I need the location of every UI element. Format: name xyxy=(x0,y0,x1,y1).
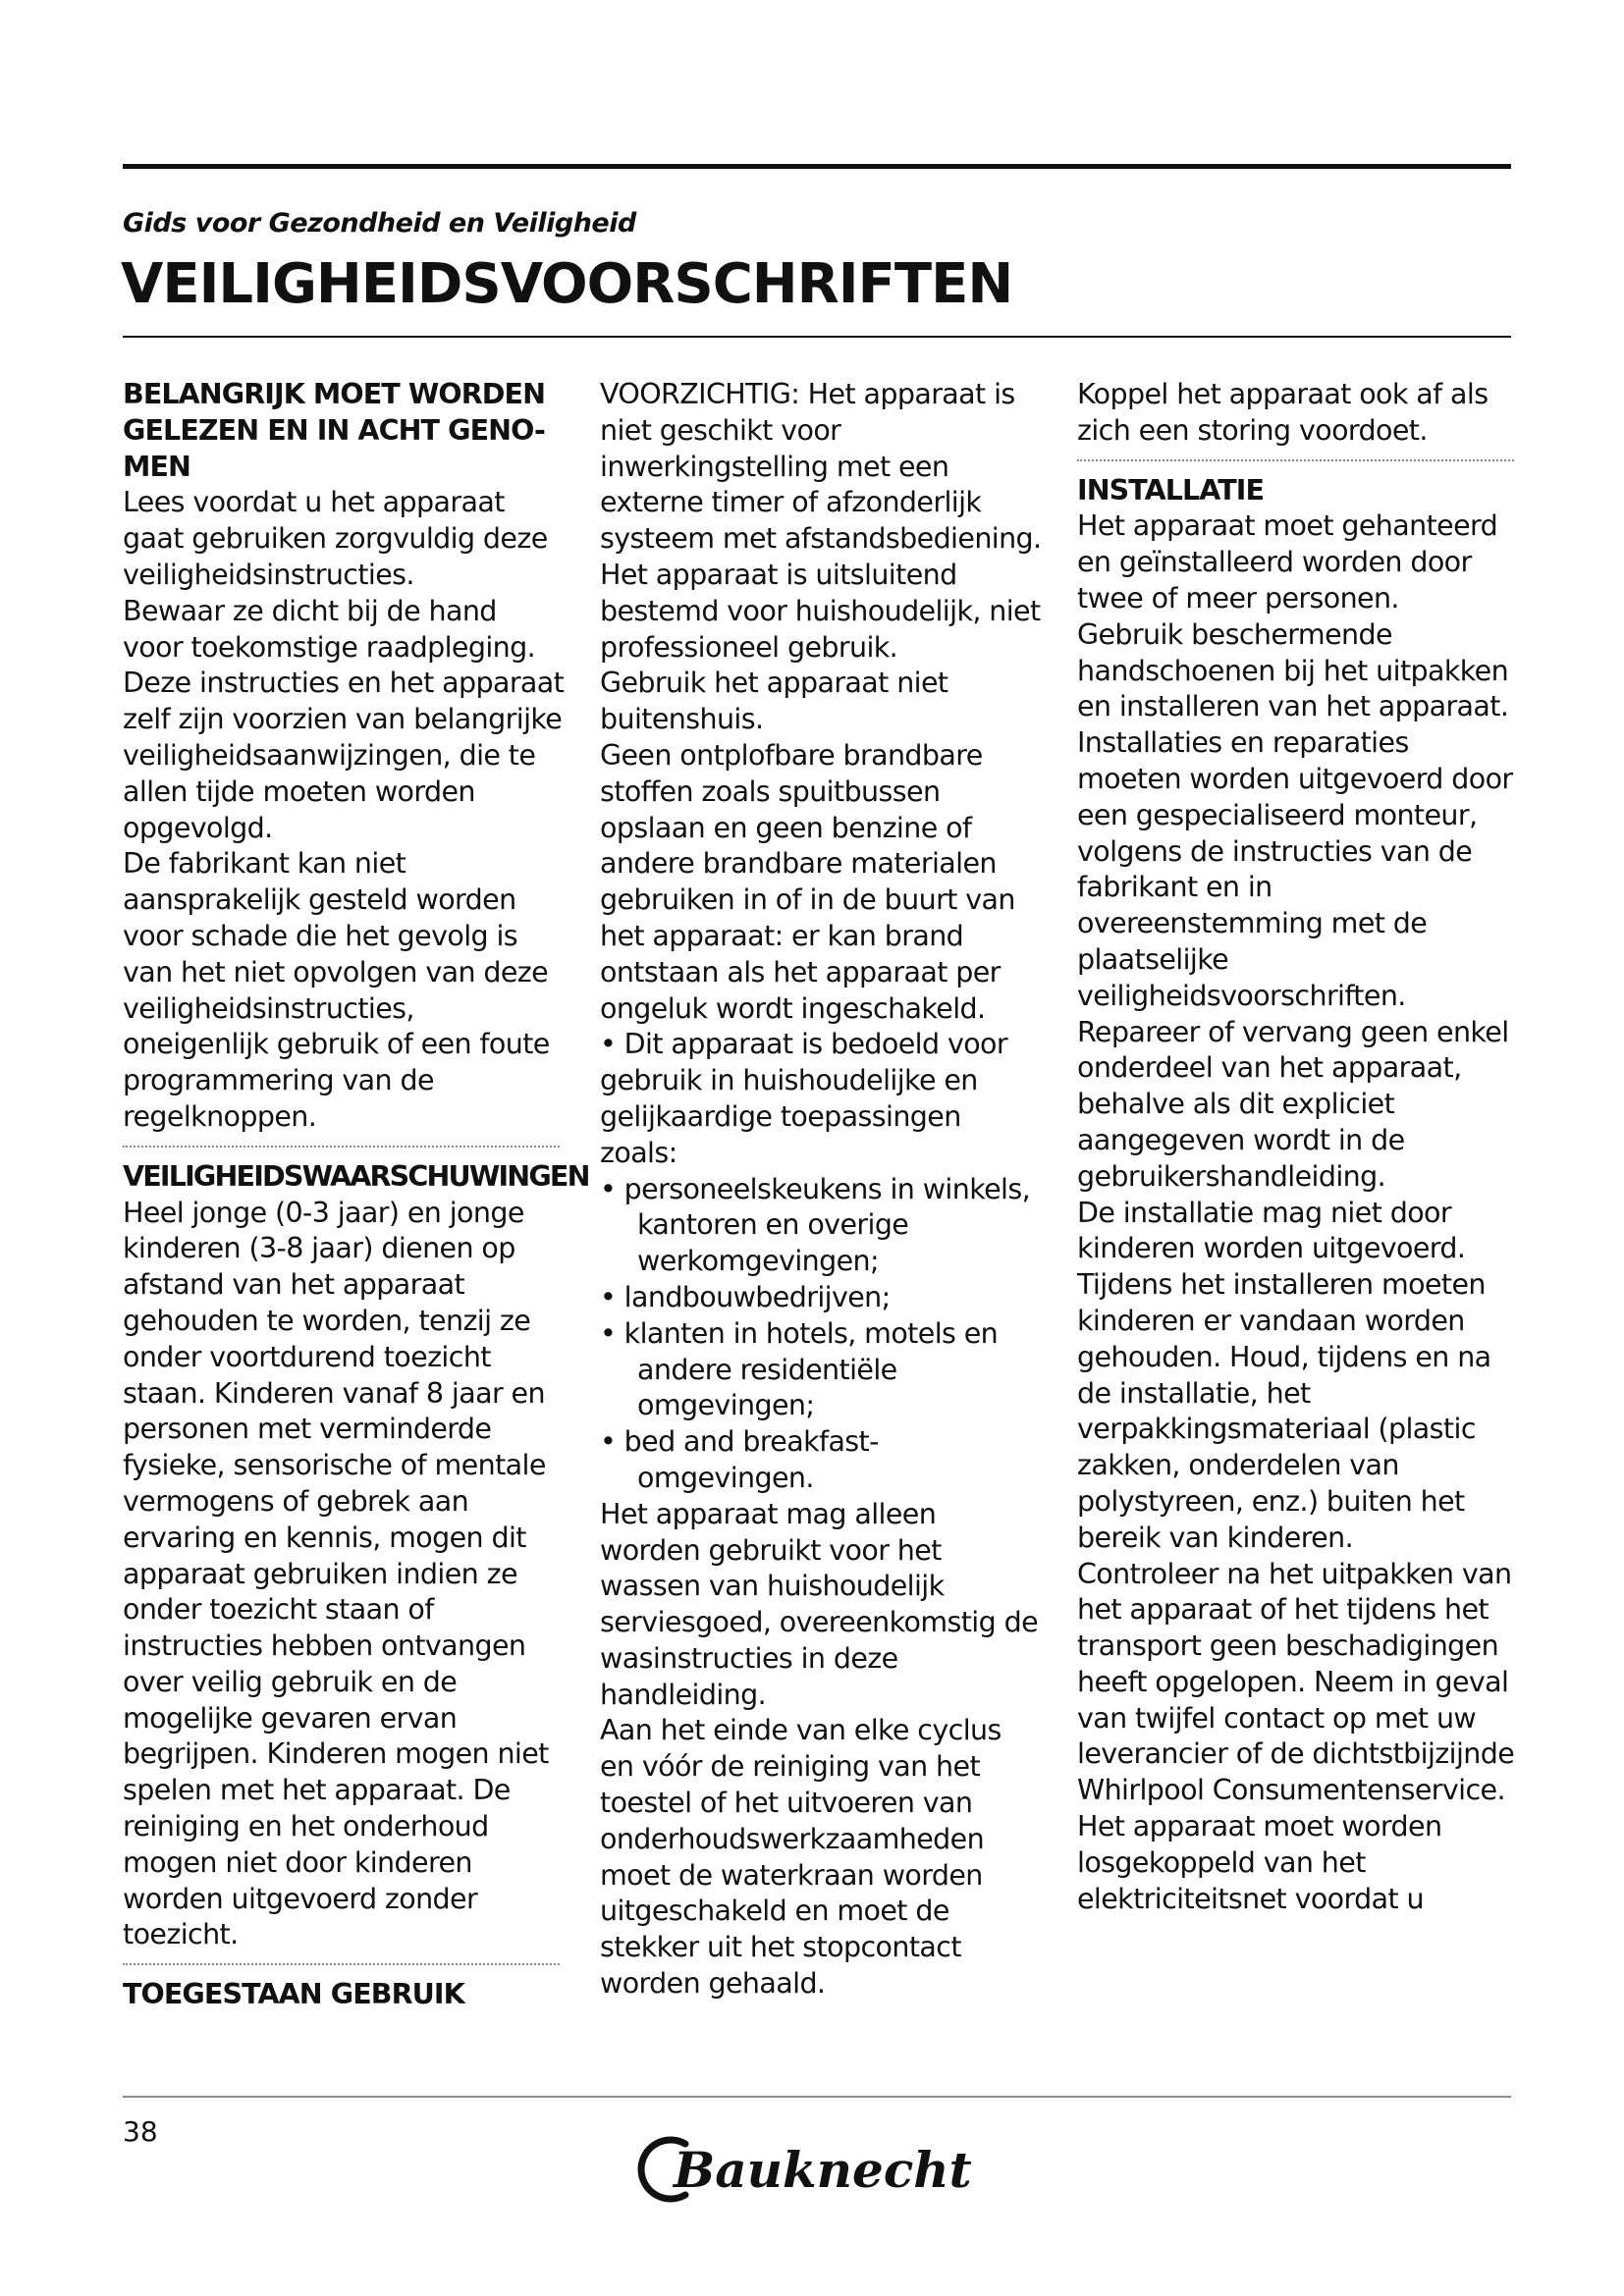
heading-veiligheidswaarschuwingen: VEILIGHEIDSWAARSCHUWINGEN xyxy=(123,1159,589,1193)
paragraph: VOORZICHTIG: Het apparaat is niet geschikt voor inwerkingstelling met een externe timer of afzonderlijk systeem met afstandsbediening. xyxy=(600,378,1042,556)
paragraph: Koppel het apparaat ook af als zich een storing voordoet. xyxy=(1077,378,1489,447)
paragraph: Controleer na het uitpakken van het apparaat of het tijdens het transport geen beschadigingen heeft opgelopen. Neem in geval van twijfel contact op met uw leverancier of de dichtstbijzijnde Whirlpool Consumentenservice. xyxy=(1077,1557,1515,1807)
column-1 xyxy=(123,377,589,2013)
bullet-item: • personeelskeukens in winkels, kantoren en overige werkomgevingen; xyxy=(600,1172,1031,1278)
paragraph: Gebruik het apparaat niet buitenshuis. xyxy=(600,667,948,736)
paragraph: Heel jonge (0-3 jaar) en jonge kinderen (3-8 jaar) dienen op afstand van het apparaat gehouden te worden, tenzij ze onder voortdurend toezicht staan. Kinderen vanaf 8 jaar en personen met verminderde fysieke, sensorische of mentale vermogens of gebrek aan ervaring en kennis, mogen dit apparaat gebruiken indien ze onder toezicht staan of instructies hebben ontvangen over veilig gebruik en de mogelijke gevaren ervan begrijpen. Kinderen mogen niet spelen met het apparaat. De reiniging en het onderhoud mogen niet door kinderen worden uitgevoerd zonder toezicht. xyxy=(123,1196,549,1951)
heading-belangrijk: BELANGRIJK MOET WORDEN GELEZEN EN IN ACHT GENO-MEN xyxy=(123,378,546,483)
dotted-divider xyxy=(1077,459,1514,461)
bauknecht-logo-icon xyxy=(628,2130,1011,2209)
heading-installatie: INSTALLATIE xyxy=(1077,473,1265,507)
page-title: VEILIGHEIDSVOORSCHRIFTEN xyxy=(121,252,1013,316)
heading-toegestaan-gebruik: TOEGESTAAN GEBRUIK xyxy=(123,1978,464,2011)
top-rule xyxy=(123,164,1511,169)
paragraph: Het apparaat mag alleen worden gebruikt voor het wassen van huishoudelijk serviesgoed, overeenkomstig de wasinstructies in deze handleiding. xyxy=(600,1497,1039,1711)
paragraph: Deze instructies en het apparaat zelf zijn voorzien van belangrijke veiligheidsaanwijzingen, die te allen tijde moeten worden opgevolgd. xyxy=(123,667,565,844)
paragraph: • Dit apparaat is bedoeld voor gebruik in huishoudelijke en gelijkaardige toepassingen zoals: xyxy=(600,1028,1007,1169)
paragraph: Het apparaat is uitsluitend bestemd voor huishoudelijk, niet professioneel gebruik. xyxy=(600,558,1041,664)
paragraph: Lees voordat u het apparaat gaat gebruiken zorgvuldig deze veiligheidsinstructies. xyxy=(123,486,548,591)
bullet-item: • bed and breakfast-omgevingen. xyxy=(600,1425,879,1494)
column-3 xyxy=(1077,377,1519,1917)
footer-rule xyxy=(123,2096,1511,2098)
paragraph: Bewaar ze dicht bij de hand voor toekomstige raadpleging. xyxy=(123,594,536,664)
paragraph: Het apparaat moet gehanteerd en geïnstalleerd worden door twee of meer personen. xyxy=(1077,509,1498,614)
column-2 xyxy=(600,377,1042,2002)
paragraph: Geen ontplofbare brandbare stoffen zoals spuitbussen opslaan en geen benzine of andere brandbare materialen gebruiken in of in de buurt van het apparaat: er kan brand ontstaan als het apparaat per ongeluk wordt ingeschakeld. xyxy=(600,738,1015,1025)
document-subtitle: Gids voor Gezondheid en Veiligheid xyxy=(123,208,636,239)
dotted-divider xyxy=(123,1963,560,1965)
bullet-item: • klanten in hotels, motels en andere residentiële omgevingen; xyxy=(600,1316,999,1422)
title-rule xyxy=(123,336,1511,338)
dotted-divider xyxy=(123,1146,560,1148)
logo-wordmark: Bauknecht xyxy=(674,2141,972,2199)
paragraph: Gebruik beschermende handschoenen bij het uitpakken en installeren van het apparaat. xyxy=(1077,617,1509,723)
paragraph: De installatie mag niet door kinderen worden uitgevoerd. Tijdens het installeren moeten kinderen er vandaan worden gehouden. Houd, tijdens en na de installatie, het verpakkingsmateriaal (plastic zakken, onderdelen van polystyreen, enz.) buiten het bereik van kinderen. xyxy=(1077,1196,1491,1554)
paragraph: Repareer of vervang geen enkel onderdeel van het apparaat, behalve als dit expliciet aangegeven wordt in de gebruikershandleiding. xyxy=(1077,1015,1509,1193)
paragraph: Het apparaat moet worden losgekoppeld van het elektriciteitsnet voordat u xyxy=(1077,1810,1442,1915)
bullet-item: • landbouwbedrijven; xyxy=(600,1280,891,1313)
paragraph: Installaties en reparaties moeten worden uitgevoerd door een gespecialiseerd monteur, volgens de instructies van de fabrikant en in overeenstemming met de plaatselijke veiligheidsvoorschriften. xyxy=(1077,726,1513,1012)
page-number: 38 xyxy=(123,2115,158,2148)
paragraph: De fabrikant kan niet aansprakelijk gesteld worden voor schade die het gevolg is van het niet opvolgen van deze veiligheidsinstructies, oneigenlijk gebruik of een foute programmering van de regelknoppen. xyxy=(123,847,550,1133)
paragraph: Aan het einde van elke cyclus en vóór de reiniging van het toestel of het uitvoeren van onderhoudswerkzaamheden moet de waterkraan worden uitgeschakeld en moet de stekker uit het stopcontact worden gehaald. xyxy=(600,1714,1001,2001)
